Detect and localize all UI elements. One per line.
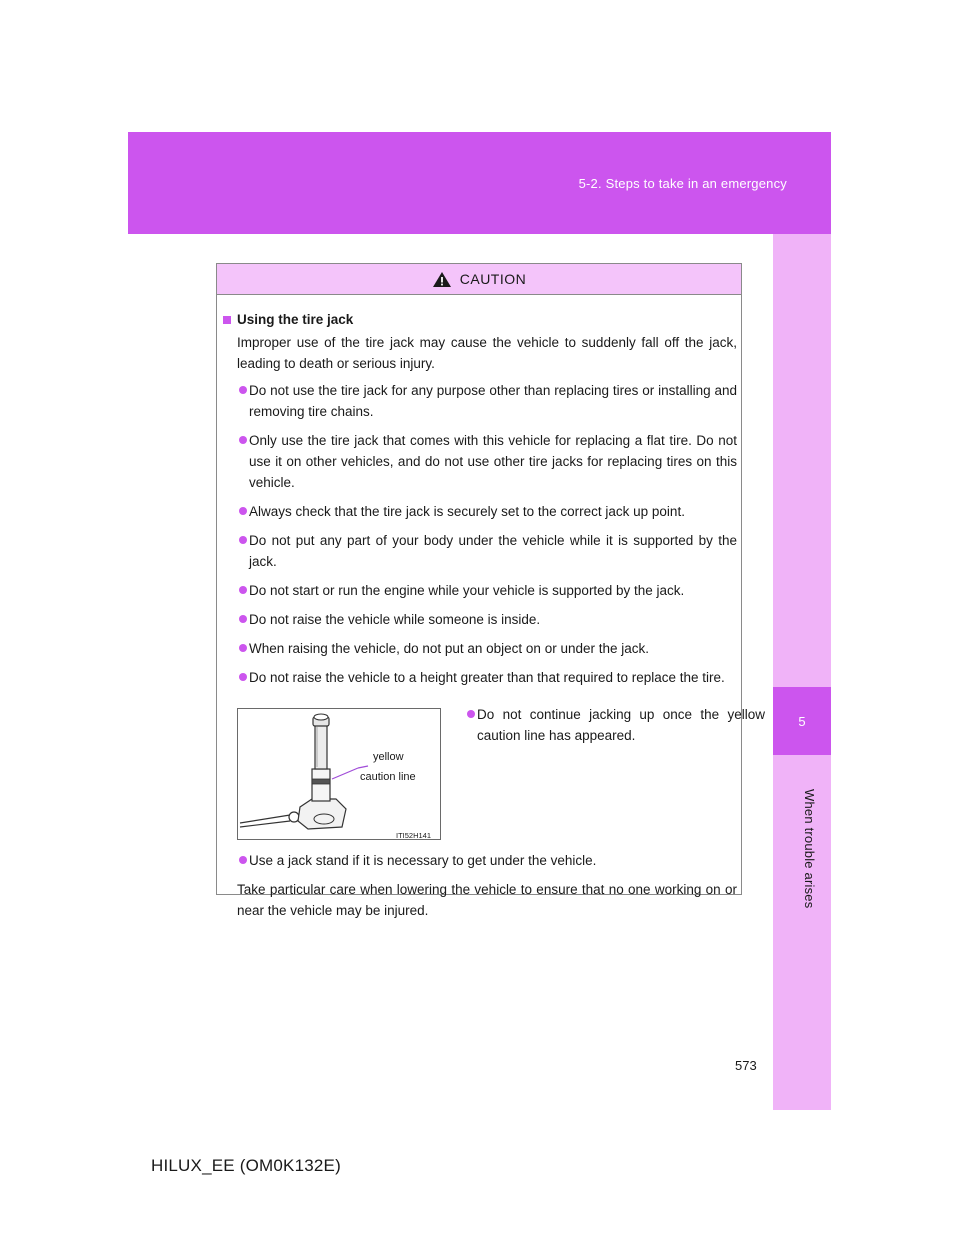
section-title: 5-2. Steps to take in an emergency bbox=[578, 176, 787, 191]
list-item: Do not start or run the engine while your vehicle is supported by the jack. bbox=[223, 580, 737, 601]
bullet-dot-icon bbox=[467, 710, 475, 718]
list-item: When raising the vehicle, do not put an object on or under the jack. bbox=[223, 638, 737, 659]
page-number: 573 bbox=[735, 1058, 757, 1073]
bullet-dot-icon bbox=[239, 673, 247, 681]
figure-label-caution-line: caution line bbox=[360, 771, 416, 783]
bullet-dot-icon bbox=[239, 386, 247, 394]
tire-jack-figure bbox=[237, 708, 441, 840]
figure-row bbox=[223, 694, 765, 840]
bullet-dot-icon bbox=[239, 644, 247, 652]
list-item: Do not raise the vehicle to a height greater than that required to replace the tire. bbox=[223, 667, 737, 688]
caution-intro: Improper use of the tire jack may cause the vehicle to suddenly fall off the jack, leading to death or serious injury. bbox=[237, 335, 737, 371]
caution-heading bbox=[223, 309, 737, 330]
chapter-number: 5 bbox=[773, 687, 831, 755]
bullet-dot-icon bbox=[239, 856, 247, 864]
bullet-dot-icon bbox=[239, 586, 247, 594]
list-item: Only use the tire jack that comes with this vehicle for replacing a flat tire. Do not use it on other vehicles, and do not use other tire jacks for replacing tires on this vehicle. bbox=[223, 430, 737, 493]
footer-code: HILUX_EE (OM0K132E) bbox=[151, 1156, 341, 1175]
caution-body bbox=[217, 295, 765, 921]
list-item: Always check that the tire jack is securely set to the correct jack up point. bbox=[223, 501, 737, 522]
list-item: Use a jack stand if it is necessary to get under the vehicle. bbox=[223, 850, 737, 871]
bullet-dot-icon bbox=[239, 436, 247, 444]
figure-bullet: Do not continue jacking up once the yellow caution line has appeared. bbox=[451, 704, 765, 746]
header-band bbox=[128, 132, 831, 234]
list-item: Do not raise the vehicle while someone is inside. bbox=[223, 609, 737, 630]
chapter-title: When trouble arises bbox=[802, 789, 817, 909]
chapter-side-tab bbox=[773, 234, 831, 1110]
list-item: Do not put any part of your body under the vehicle while it is supported by the jack. bbox=[223, 530, 737, 572]
caution-heading-text: Using the tire jack bbox=[237, 312, 354, 327]
square-bullet-icon bbox=[223, 316, 231, 324]
bullet-dot-icon bbox=[239, 536, 247, 544]
caution-box bbox=[216, 263, 765, 918]
caution-title: CAUTION bbox=[459, 271, 527, 287]
figure-label-yellow: yellow bbox=[373, 751, 404, 763]
caution-header bbox=[217, 264, 741, 295]
caution-closing: Take particular care when lowering the vehicle to ensure that no one working on or near the vehicle may be injured. bbox=[237, 882, 737, 918]
after-figure-bullet-list bbox=[223, 850, 737, 871]
bullet-dot-icon bbox=[239, 615, 247, 623]
caution-bullet-list bbox=[223, 380, 737, 688]
list-item: Do not use the tire jack for any purpose other than replacing tires or installing and removing tire chains. bbox=[223, 380, 737, 422]
bullet-dot-icon bbox=[239, 507, 247, 515]
figure-code: ITI52H141 bbox=[396, 831, 432, 840]
warning-triangle-icon bbox=[432, 271, 452, 288]
